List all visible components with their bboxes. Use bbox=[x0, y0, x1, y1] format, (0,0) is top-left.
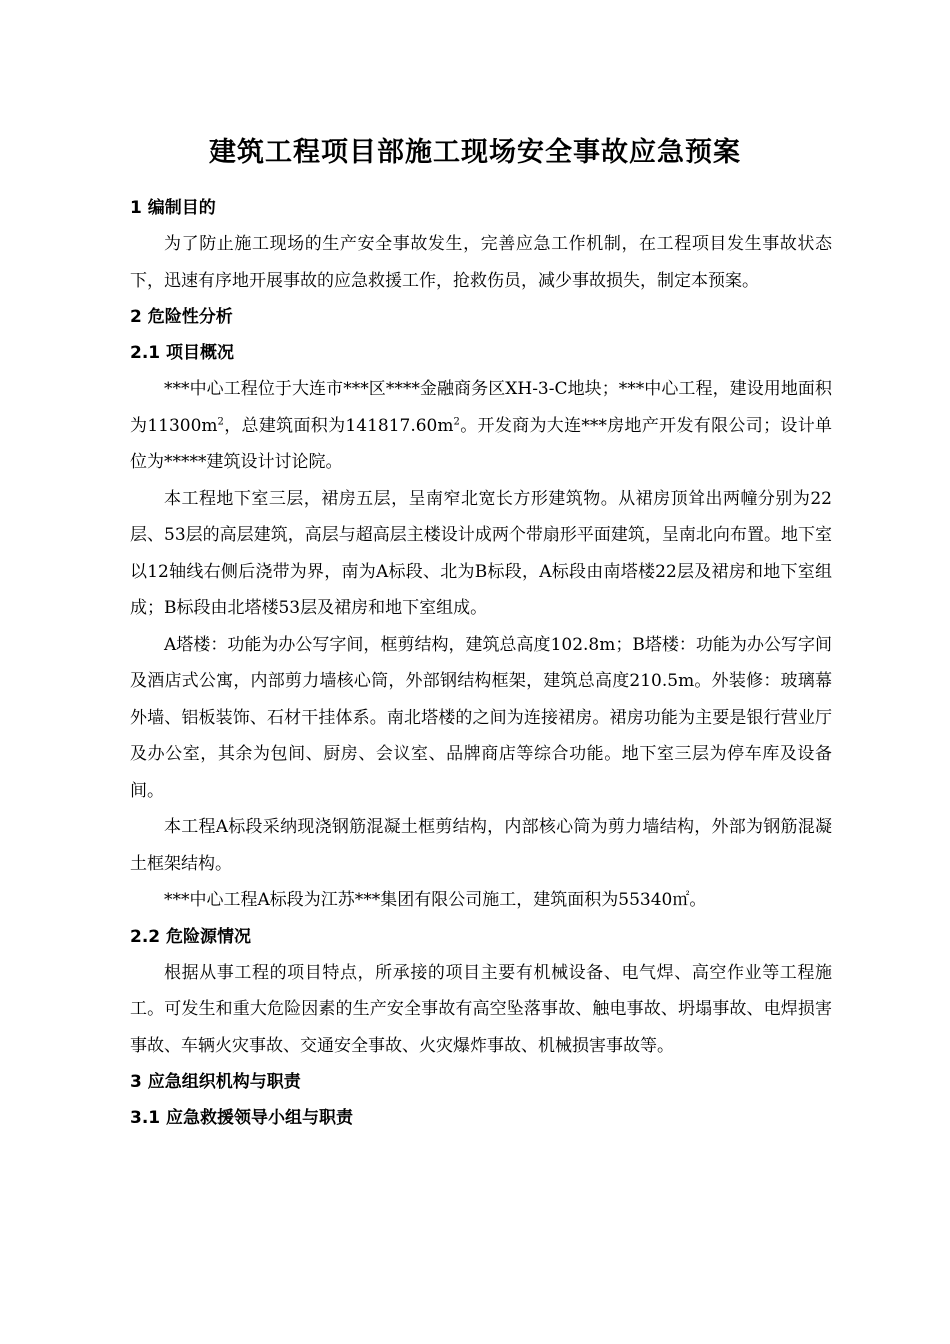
section-heading-2-2: 2.2 危险源情况 bbox=[130, 926, 252, 947]
paragraph-text-part: ，总建筑面积为141817.60m bbox=[223, 415, 454, 436]
superscript: 2 bbox=[217, 415, 224, 427]
superscript: 2 bbox=[453, 415, 460, 427]
paragraph-text-part: ***中心工程位于大连市***区****金融商务区XH-3-C地块；***中心工程，建设用地面积为11300m bbox=[130, 379, 832, 436]
paragraph-text-part: 。开发商为大连***房地产开发有限公司；设计单位为*****建筑设计讨论院。 bbox=[130, 415, 833, 472]
project-overview-paragraph-2: 本工程地下室三层，裙房五层，呈南窄北宽长方形建筑物。从裙房顶耸出两幢分别为22层、53层的高层建筑，高层与超高层主楼设计成两个带扇形平面建筑，呈南北向布置。地下室以12轴线右侧后浇带为界，南为A标段、北为B标段，A标段由南塔楼22层及裙房和地下室组成；B标段由北塔楼53层及裙房和地下室组成。 bbox=[130, 488, 832, 618]
section-heading-2-1: 2.1 项目概况 bbox=[130, 343, 235, 363]
project-overview-paragraph-5: ***中心工程A标段为江苏***集团有限公司施工，建筑面积为55340㎡。 bbox=[164, 890, 707, 910]
section-heading-3: 3 应急组织机构与职责 bbox=[130, 1072, 301, 1092]
document-title: 建筑工程项目部施工现场安全事故应急预案 bbox=[209, 137, 741, 168]
hazard-source-paragraph: 根据从事工程的项目特点，所承接的项目主要有机械设备、电气焊、高空作业等工程施工。可发生和重大危险因素的生产安全事故有高空坠落事故、触电事故、坍塌事故、电焊损害事故、车辆火灾事故、交通安全事故、火灾爆炸事故、机械损害事故等。 bbox=[130, 962, 832, 1056]
project-overview-paragraph-1 bbox=[130, 371, 832, 481]
section-1-paragraph: 为了防止施工现场的生产安全事故发生，完善应急工作机制，在工程项目发生事故状态下，迅速有序地开展事故的应急救援工作，抢救伤员，减少事故损失，制定本预案。 bbox=[130, 234, 832, 291]
section-heading-1: 1 编制目的 bbox=[130, 198, 216, 218]
section-heading-3-1: 3.1 应急救援领导小组与职责 bbox=[130, 1108, 354, 1128]
section-heading-2: 2 危险性分析 bbox=[130, 307, 233, 327]
project-overview-paragraph-3: A塔楼：功能为办公写字间，框剪结构，建筑总高度102.8m；B塔楼：功能为办公写字间及酒店式公寓，内部剪力墙核心筒，外部钢结构框架，建筑总高度210.5m。外装修：玻璃幕外墙、铝板装饰、石材干挂体系。南北塔楼的之间为连接裙房。裙房功能为主要是银行营业厅及办公室，其余为包间、厨房、会议室、品牌商店等综合功能。地下室三层为停车库及设备间。 bbox=[130, 634, 832, 801]
project-overview-paragraph-4: 本工程A标段采纳现浇钢筋混凝土框剪结构，内部核心筒为剪力墙结构，外部为钢筋混凝土框架结构。 bbox=[130, 817, 832, 874]
document-body bbox=[130, 190, 832, 1136]
